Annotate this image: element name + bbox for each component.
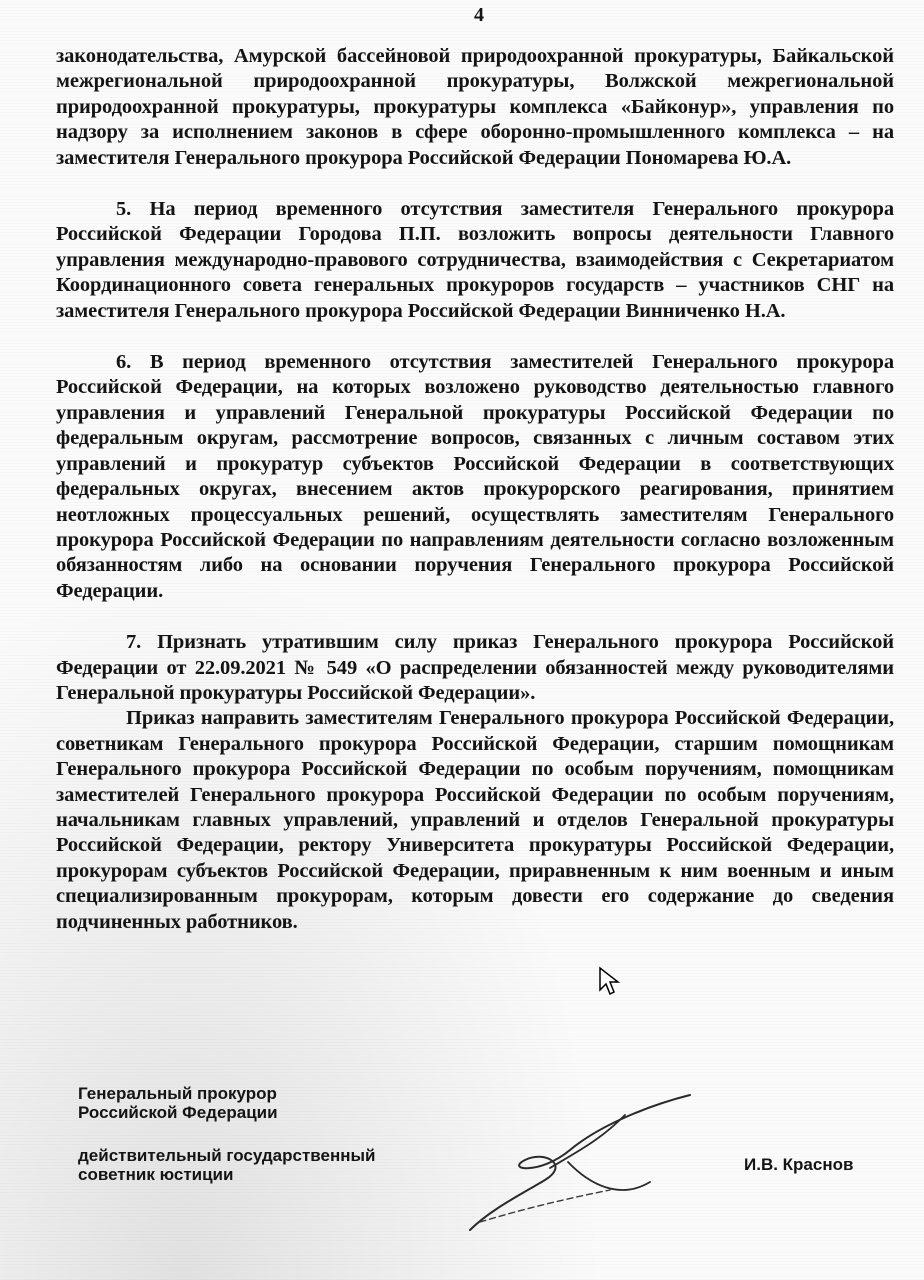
signer-name: И.В. Краснов [744,1155,854,1174]
mouse-cursor-icon [598,966,622,996]
handwritten-signature-icon [450,1090,710,1240]
signer-position-line2: Российской Федерации [78,1103,278,1122]
signer-position-line1: Генеральный прокурор [78,1084,277,1103]
signer-rank-line2: советник юстиции [78,1165,234,1184]
paragraph-distribution: Приказ направить заместителям Генерального прокурора Российской Федерации, советникам Генерального прокурора Российской Федерации, старшим помощникам Генерального прокурора Российской Федерации по особым поручениям, помощникам заместителей Генерального прокурора Российской Федерации по особым поручениям, начальникам главных управлений, управлений и отделов Генеральной прокуратуры Российской Федерации, ректору Университета прокуратуры Российской Федерации, прокурорам субъектов Российской Федерации, приравненным к ним военным и иным специализированным прокурорам, которым довести его содержание до сведения подчиненных работников. [56,707,894,933]
paragraph-continuation: законодательства, Амурской бассейновой природоохранной прокуратуры, Байкальской межрегиональной природоохранной прокуратуры, Волжской межрегиональной природоохранной прокуратуры, прокуратуры комплекса «Байконур», управления по надзору за исполнением законов в сфере оборонно-промышленного комплекса – на заместителя Генерального прокурора Российской Федерации Пономарева Ю.А. [56,45,894,169]
paragraph-6: 6. В период временного отсутствия заместителей Генерального прокурора Российской Федерации, на которых возложено руководство деятельностью главного управления и управлений Генеральной прокуратуры Российской Федерации по федеральным округам, рассмотрение вопросов, связанных с личным составом этих управлений и прокуратур субъектов Российской Федерации в соответствующих федеральных округах, внесением актов прокурорского реагирования, принятием неотложных процессуальных решений, осуществлять заместителям Генерального прокурора Российской Федерации по направлениям деятельности согласно возложенным обязанностям либо на основании поручения Генерального прокурора Российской Федерации. [56,351,894,602]
paragraph-5: 5. На период временного отсутствия заместителя Генерального прокурора Российской Федерации Городова П.П. возложить вопросы деятельности Главного управления международно-правового сотрудничества, взаимодействия с Секретариатом Координационного совета генеральных прокуроров государств – участников СНГ на заместителя Генерального прокурора Российской Федерации Винниченко Н.А. [56,198,894,322]
document-body [56,44,894,935]
signer-rank-line1: действительный государственный [78,1146,376,1165]
signature-block [78,1084,375,1184]
page-number: 4 [474,4,484,26]
paragraph-7: 7. Признать утратившим силу приказ Генерального прокурора Российской Федерации от 22.09.2021 № 549 «О распределении обязанностей между руководителями Генеральной прокуратуры Российской Федерации». [56,631,894,704]
